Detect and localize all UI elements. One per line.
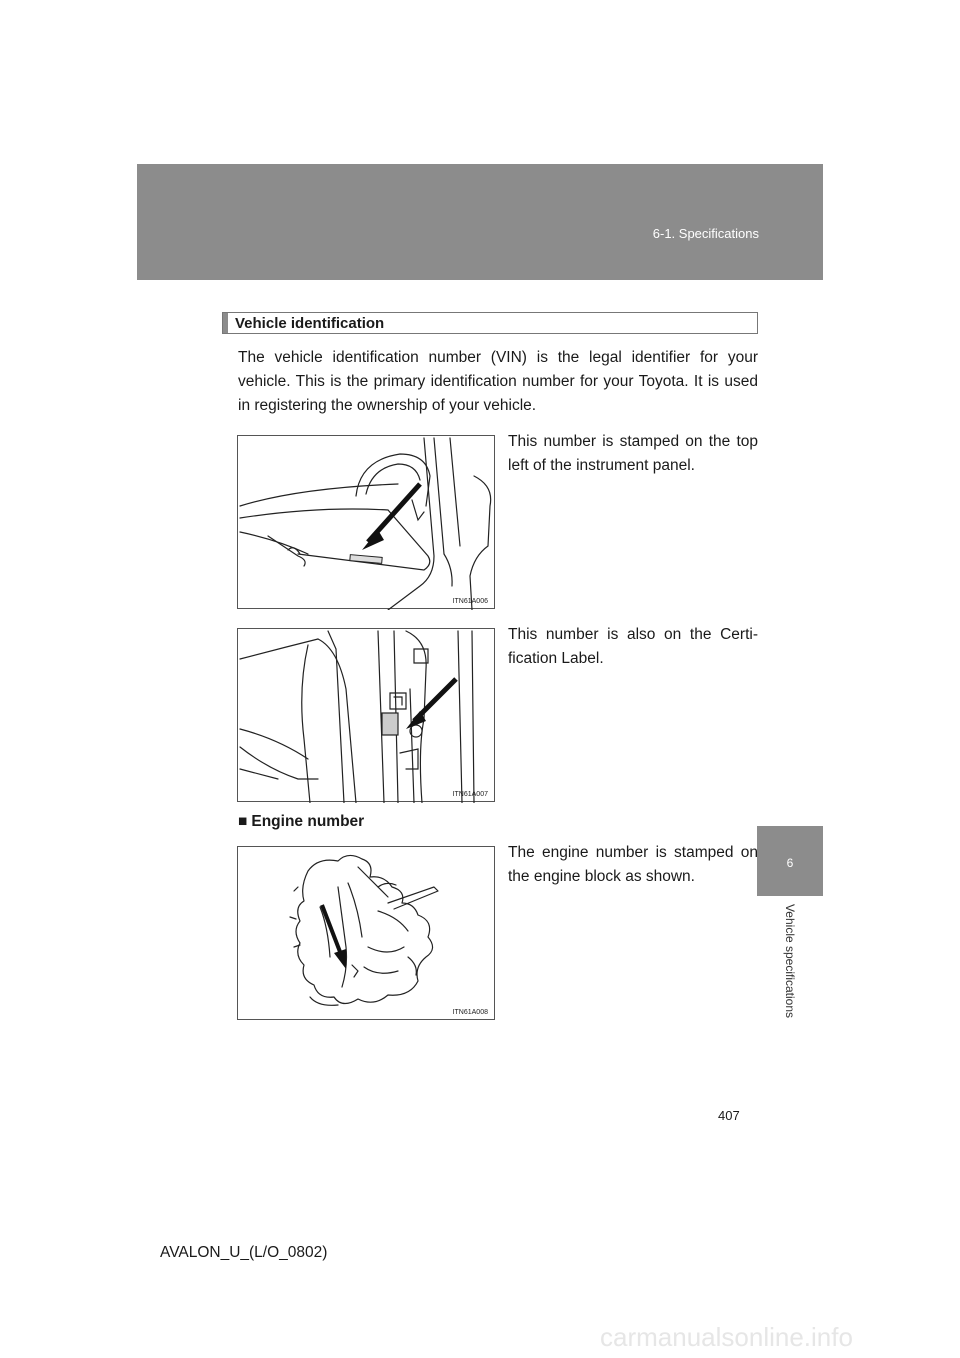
page-number: 407 [718,1108,740,1123]
watermark: carmanualsonline.info [600,1322,853,1352]
vin-plate [350,555,382,564]
section-heading-bar [223,313,228,333]
section-title: Vehicle identification [235,315,385,332]
figure-description: The engine number is stamped on the engine block as shown. [508,844,758,885]
figure-code: ITN61A008 [452,1009,488,1016]
section-heading-box [222,312,758,334]
chapter-label [770,902,810,1020]
certification-label-plate [382,713,398,735]
arrow-icon [322,905,346,969]
engine-illustration [238,847,496,1021]
figure-engine-block [237,846,495,1020]
figure-description: This number is also on the Certi-fication Label. [508,626,758,667]
instrument-panel-illustration [238,436,496,610]
chapter-label-text: Vehicle specifications [783,903,797,1019]
figure-code: ITN61A007 [452,791,488,798]
header-band [137,164,823,280]
arrow-icon [362,484,420,550]
chapter-tab [757,826,823,896]
figure-description: This number is stamped on the top left of the instrument panel. [508,433,758,474]
engine-number-heading-text: Engine number [251,813,365,830]
chapter-number: 6 [786,856,794,870]
arrow-icon [406,679,456,729]
section-breadcrumb: 6-1. Specifications [652,226,759,241]
footer-code: AVALON_U_(L/O_0802) [160,1244,328,1261]
figure-code: ITN61A006 [452,598,488,605]
bullet-square-icon: ■ [238,813,248,830]
figure-instrument-panel [237,435,495,609]
figure-certification-label [237,628,495,802]
engine-number-heading [238,813,364,831]
door-pillar-illustration [238,629,496,803]
intro-paragraph: The vehicle identification number (VIN) is the legal identifier for your vehicle. This is the primary identification number for your Toyota. It is used in registering the ownership of your vehicle. [238,349,758,414]
